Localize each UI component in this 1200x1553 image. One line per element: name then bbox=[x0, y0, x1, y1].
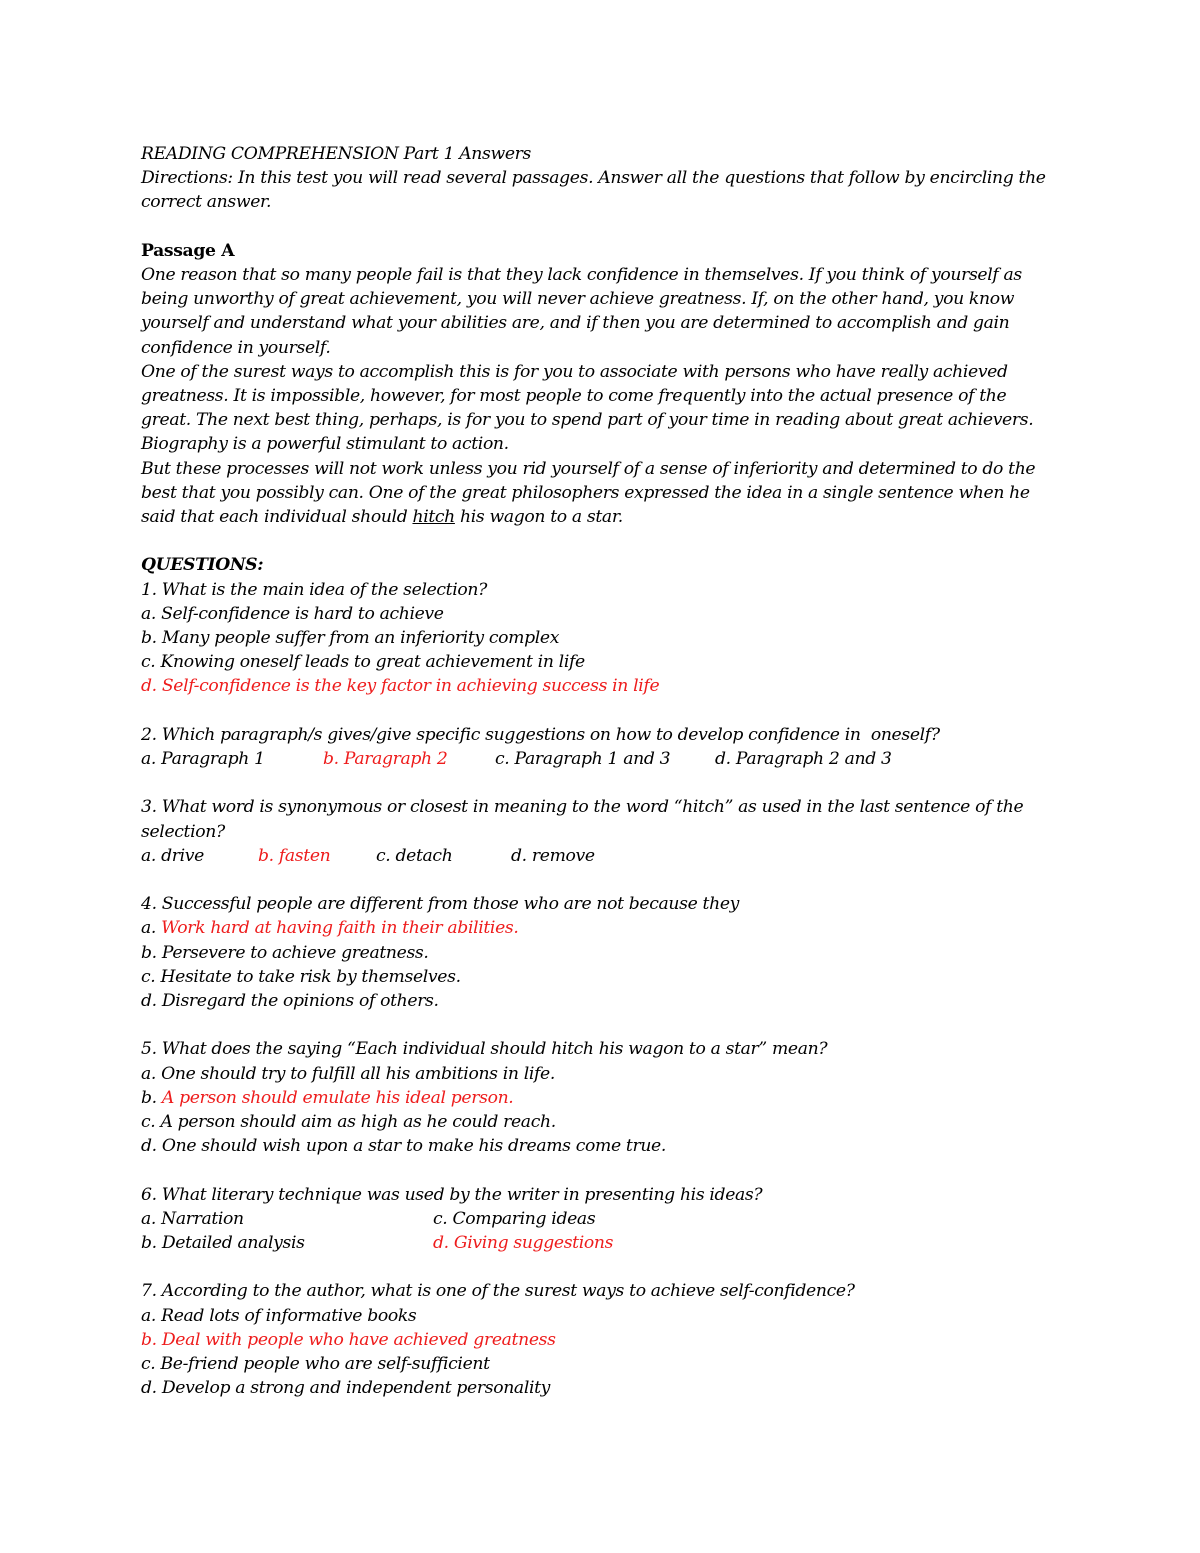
question-5 bbox=[141, 1037, 1061, 1158]
option-c: c. Comparing ideas bbox=[433, 1208, 596, 1229]
option-b-correct: b. Paragraph 2 bbox=[323, 749, 448, 770]
option-c: c. A person should aim as high as he could reach. bbox=[141, 1112, 556, 1133]
option-a: a. Narration bbox=[141, 1208, 244, 1229]
question-1 bbox=[141, 578, 1061, 699]
option-b: b. Persevere to achieve greatness. bbox=[141, 942, 429, 963]
passage-heading: Passage A bbox=[141, 240, 235, 261]
option-a: a. One should try to fulfill all his ambitions in life. bbox=[141, 1063, 555, 1084]
option-a: a. drive bbox=[141, 845, 204, 866]
option-a-correct bbox=[141, 916, 1061, 940]
question-stem: 6. What literary technique was used by the writer in presenting his ideas? bbox=[141, 1184, 763, 1205]
option-letter: a. bbox=[141, 918, 162, 939]
option-d: d. Paragraph 2 and 3 bbox=[715, 749, 892, 770]
option-d: d. One should wish upon a star to make his dreams come true. bbox=[141, 1136, 666, 1157]
option-a: a. Paragraph 1 bbox=[141, 749, 265, 770]
option-c: c. detach bbox=[376, 845, 453, 866]
passage-line: yourself and understand what your abilities are, and if then you are determined to accomplish and gain bbox=[141, 313, 1010, 334]
option-c: c. Paragraph 1 and 3 bbox=[495, 749, 671, 770]
passage-line: One reason that so many people fail is that they lack confidence in themselves. If you think of yourself as bbox=[141, 265, 1022, 285]
document-title: READING COMPREHENSION Part 1 Answers bbox=[141, 144, 531, 164]
question-stem: 2. Which paragraph/s gives/give specific suggestions on how to develop confidence in oneself? bbox=[141, 724, 940, 745]
question-stem: 1. What is the main idea of the selection? bbox=[141, 579, 487, 600]
directions-line-2: correct answer. bbox=[141, 192, 272, 213]
options-row bbox=[141, 1207, 1061, 1231]
question-stem-line-1: 3. What word is synonymous or closest in meaning to the word “hitch” as used in the last sentence of the bbox=[141, 797, 1024, 818]
question-stem: 7. According to the author, what is one of the surest ways to achieve self-confidence? bbox=[141, 1281, 855, 1302]
question-4 bbox=[141, 892, 1061, 1013]
passage-line: But these processes will not work unless you rid yourself of a sense of inferiority and determined to do the bbox=[141, 458, 1036, 479]
passage-line-last bbox=[141, 505, 1061, 529]
passage-line: greatness. It is impossible, however, for most people to come frequently into the actual presence of the bbox=[141, 386, 1007, 407]
passage-body bbox=[141, 263, 1061, 529]
option-b-correct bbox=[141, 1086, 1061, 1110]
questions-heading: QUESTIONS: bbox=[141, 555, 264, 576]
option-d-correct: d. Giving suggestions bbox=[433, 1233, 614, 1254]
underlined-word-hitch: hitch bbox=[412, 507, 455, 528]
passage-text: said that each individual should bbox=[141, 507, 413, 528]
passage-line: Biography is a powerful stimulant to action. bbox=[141, 434, 509, 455]
option-d: d. remove bbox=[511, 845, 595, 866]
option-text-correct: Work hard at having faith in their abilities. bbox=[161, 918, 519, 939]
passage-text: his wagon to a star. bbox=[454, 507, 623, 528]
document-page bbox=[141, 142, 1061, 1400]
question-stem-line-2: selection? bbox=[141, 821, 225, 842]
option-d: d. Disregard the opinions of others. bbox=[141, 991, 439, 1012]
question-stem: 4. Successful people are different from those who are not because they bbox=[141, 894, 740, 915]
option-a: a. Read lots of informative books bbox=[141, 1305, 417, 1326]
option-b-correct: b. Deal with people who have achieved greatness bbox=[141, 1329, 556, 1350]
option-d: d. Develop a strong and independent personality bbox=[141, 1378, 551, 1399]
question-7 bbox=[141, 1279, 1061, 1400]
option-c: c. Be-friend people who are self-sufficient bbox=[141, 1354, 490, 1375]
option-c: c. Knowing oneself leads to great achievement in life bbox=[141, 652, 585, 673]
options-row bbox=[141, 1231, 1061, 1255]
option-b: b. Detailed analysis bbox=[141, 1233, 305, 1254]
option-text-correct: A person should emulate his ideal person. bbox=[161, 1087, 514, 1108]
directions-line-1: Directions: In this test you will read several passages. Answer all the questions that follow by encircling the bbox=[141, 168, 1046, 189]
option-c: c. Hesitate to take risk by themselves. bbox=[141, 966, 461, 987]
passage-line: confidence in yourself. bbox=[141, 337, 331, 358]
question-2 bbox=[141, 723, 1061, 771]
option-a: a. Self-confidence is hard to achieve bbox=[141, 603, 444, 624]
options-row bbox=[141, 747, 1061, 771]
passage-line: great. The next best thing, perhaps, is for you to spend part of your time in reading about great achievers. bbox=[141, 410, 1034, 431]
question-6 bbox=[141, 1183, 1061, 1256]
options-row bbox=[141, 844, 1061, 868]
question-stem: 5. What does the saying “Each individual should hitch his wagon to a star” mean? bbox=[141, 1039, 828, 1060]
option-letter: b. bbox=[141, 1087, 162, 1108]
passage-line: One of the surest ways to accomplish this is for you to associate with persons who have really achieved bbox=[141, 361, 1008, 382]
option-b: b. Many people suffer from an inferiority complex bbox=[141, 628, 560, 649]
passage-line: being unworthy of great achievement, you will never achieve greatness. If, on the other hand, you know bbox=[141, 289, 1015, 310]
question-3 bbox=[141, 795, 1061, 868]
passage-line: best that you possibly can. One of the great philosophers expressed the idea in a single sentence when he bbox=[141, 482, 1030, 503]
option-d-correct: d. Self-confidence is the key factor in achieving success in life bbox=[141, 676, 660, 697]
option-b-correct: b. fasten bbox=[258, 845, 331, 866]
